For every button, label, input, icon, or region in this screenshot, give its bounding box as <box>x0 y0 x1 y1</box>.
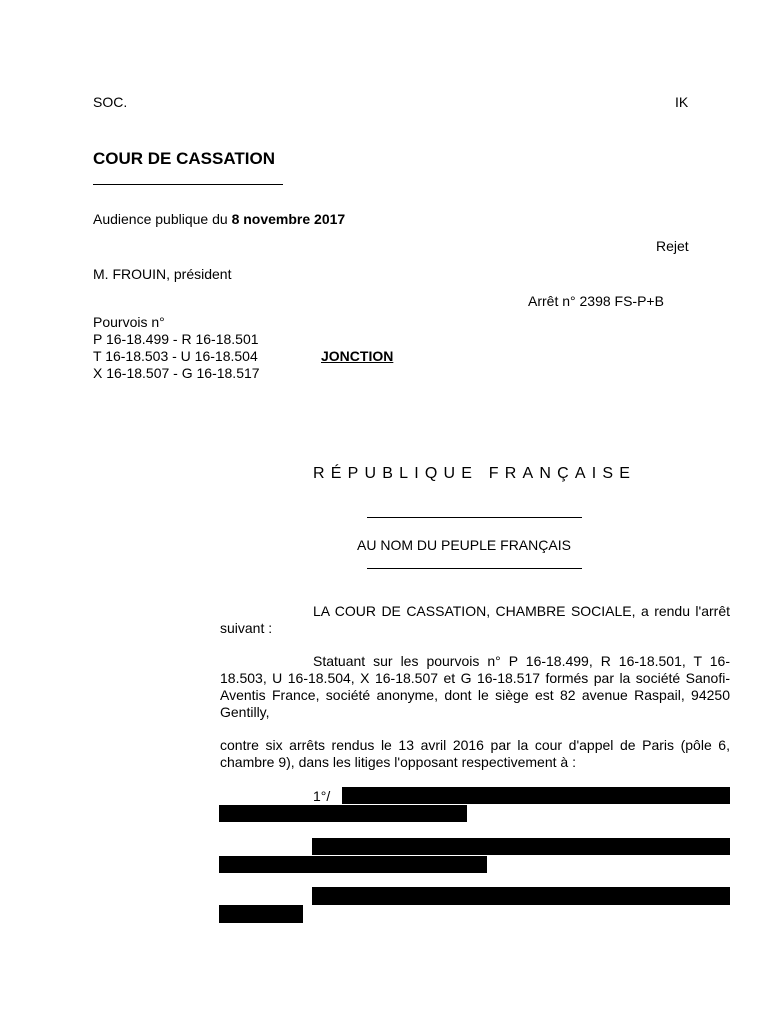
president: M. FROUIN, président <box>93 266 232 282</box>
court-title-rule <box>93 184 283 185</box>
redaction-block <box>219 905 303 923</box>
paragraph-contre: contre six arrêts rendus le 13 avril 2016 par la cour d'appel de Paris (pôle 6, chambre 9), dans les litiges l'opposant respectivement à : <box>220 737 730 770</box>
republic-rule-top <box>367 517 582 518</box>
decision-result: Rejet <box>656 238 689 254</box>
jonction-label: JONCTION <box>321 348 394 364</box>
paragraph-pourvois: Statuant sur les pourvois n° P 16-18.499, R 16-18.501, T 16-18.503, U 16-18.504, X 16-18.507 et G 16-18.517 formés par la société Sanofi-Aventis France, société anonyme, dont le siège est 82 avenue Raspail, 94250 Gentilly, <box>220 653 730 720</box>
hearing-line <box>93 211 345 228</box>
hearing-date: 8 novembre 2017 <box>231 211 346 227</box>
redaction-block <box>219 856 487 873</box>
redaction-block <box>312 838 730 855</box>
item-1-label: 1°/ <box>313 788 331 804</box>
redaction-block <box>219 805 467 822</box>
pourvois-label: Pourvois n° <box>93 314 165 330</box>
redaction-block <box>342 787 730 804</box>
clerk-initials: IK <box>675 94 689 110</box>
pourvois-line-1: P 16-18.499 - R 16-18.501 <box>93 331 259 347</box>
pourvois-line-3: X 16-18.507 - G 16-18.517 <box>93 365 260 381</box>
hearing-prefix: Audience publique du <box>93 211 228 227</box>
redaction-block <box>312 887 730 905</box>
court-title: COUR DE CASSATION <box>93 149 275 168</box>
republic-title: RÉPUBLIQUE FRANÇAISE <box>313 465 637 482</box>
arret-number: Arrêt n° 2398 FS-P+B <box>528 293 664 309</box>
republic-rule-bottom <box>367 568 582 569</box>
paragraph-intro: LA COUR DE CASSATION, CHAMBRE SOCIALE, a rendu l'arrêt suivant : <box>220 603 730 636</box>
pourvois-line-2: T 16-18.503 - U 16-18.504 <box>93 348 258 364</box>
chamber-code: SOC. <box>93 94 128 110</box>
republic-subtitle: AU NOM DU PEUPLE FRANÇAIS <box>357 537 571 553</box>
